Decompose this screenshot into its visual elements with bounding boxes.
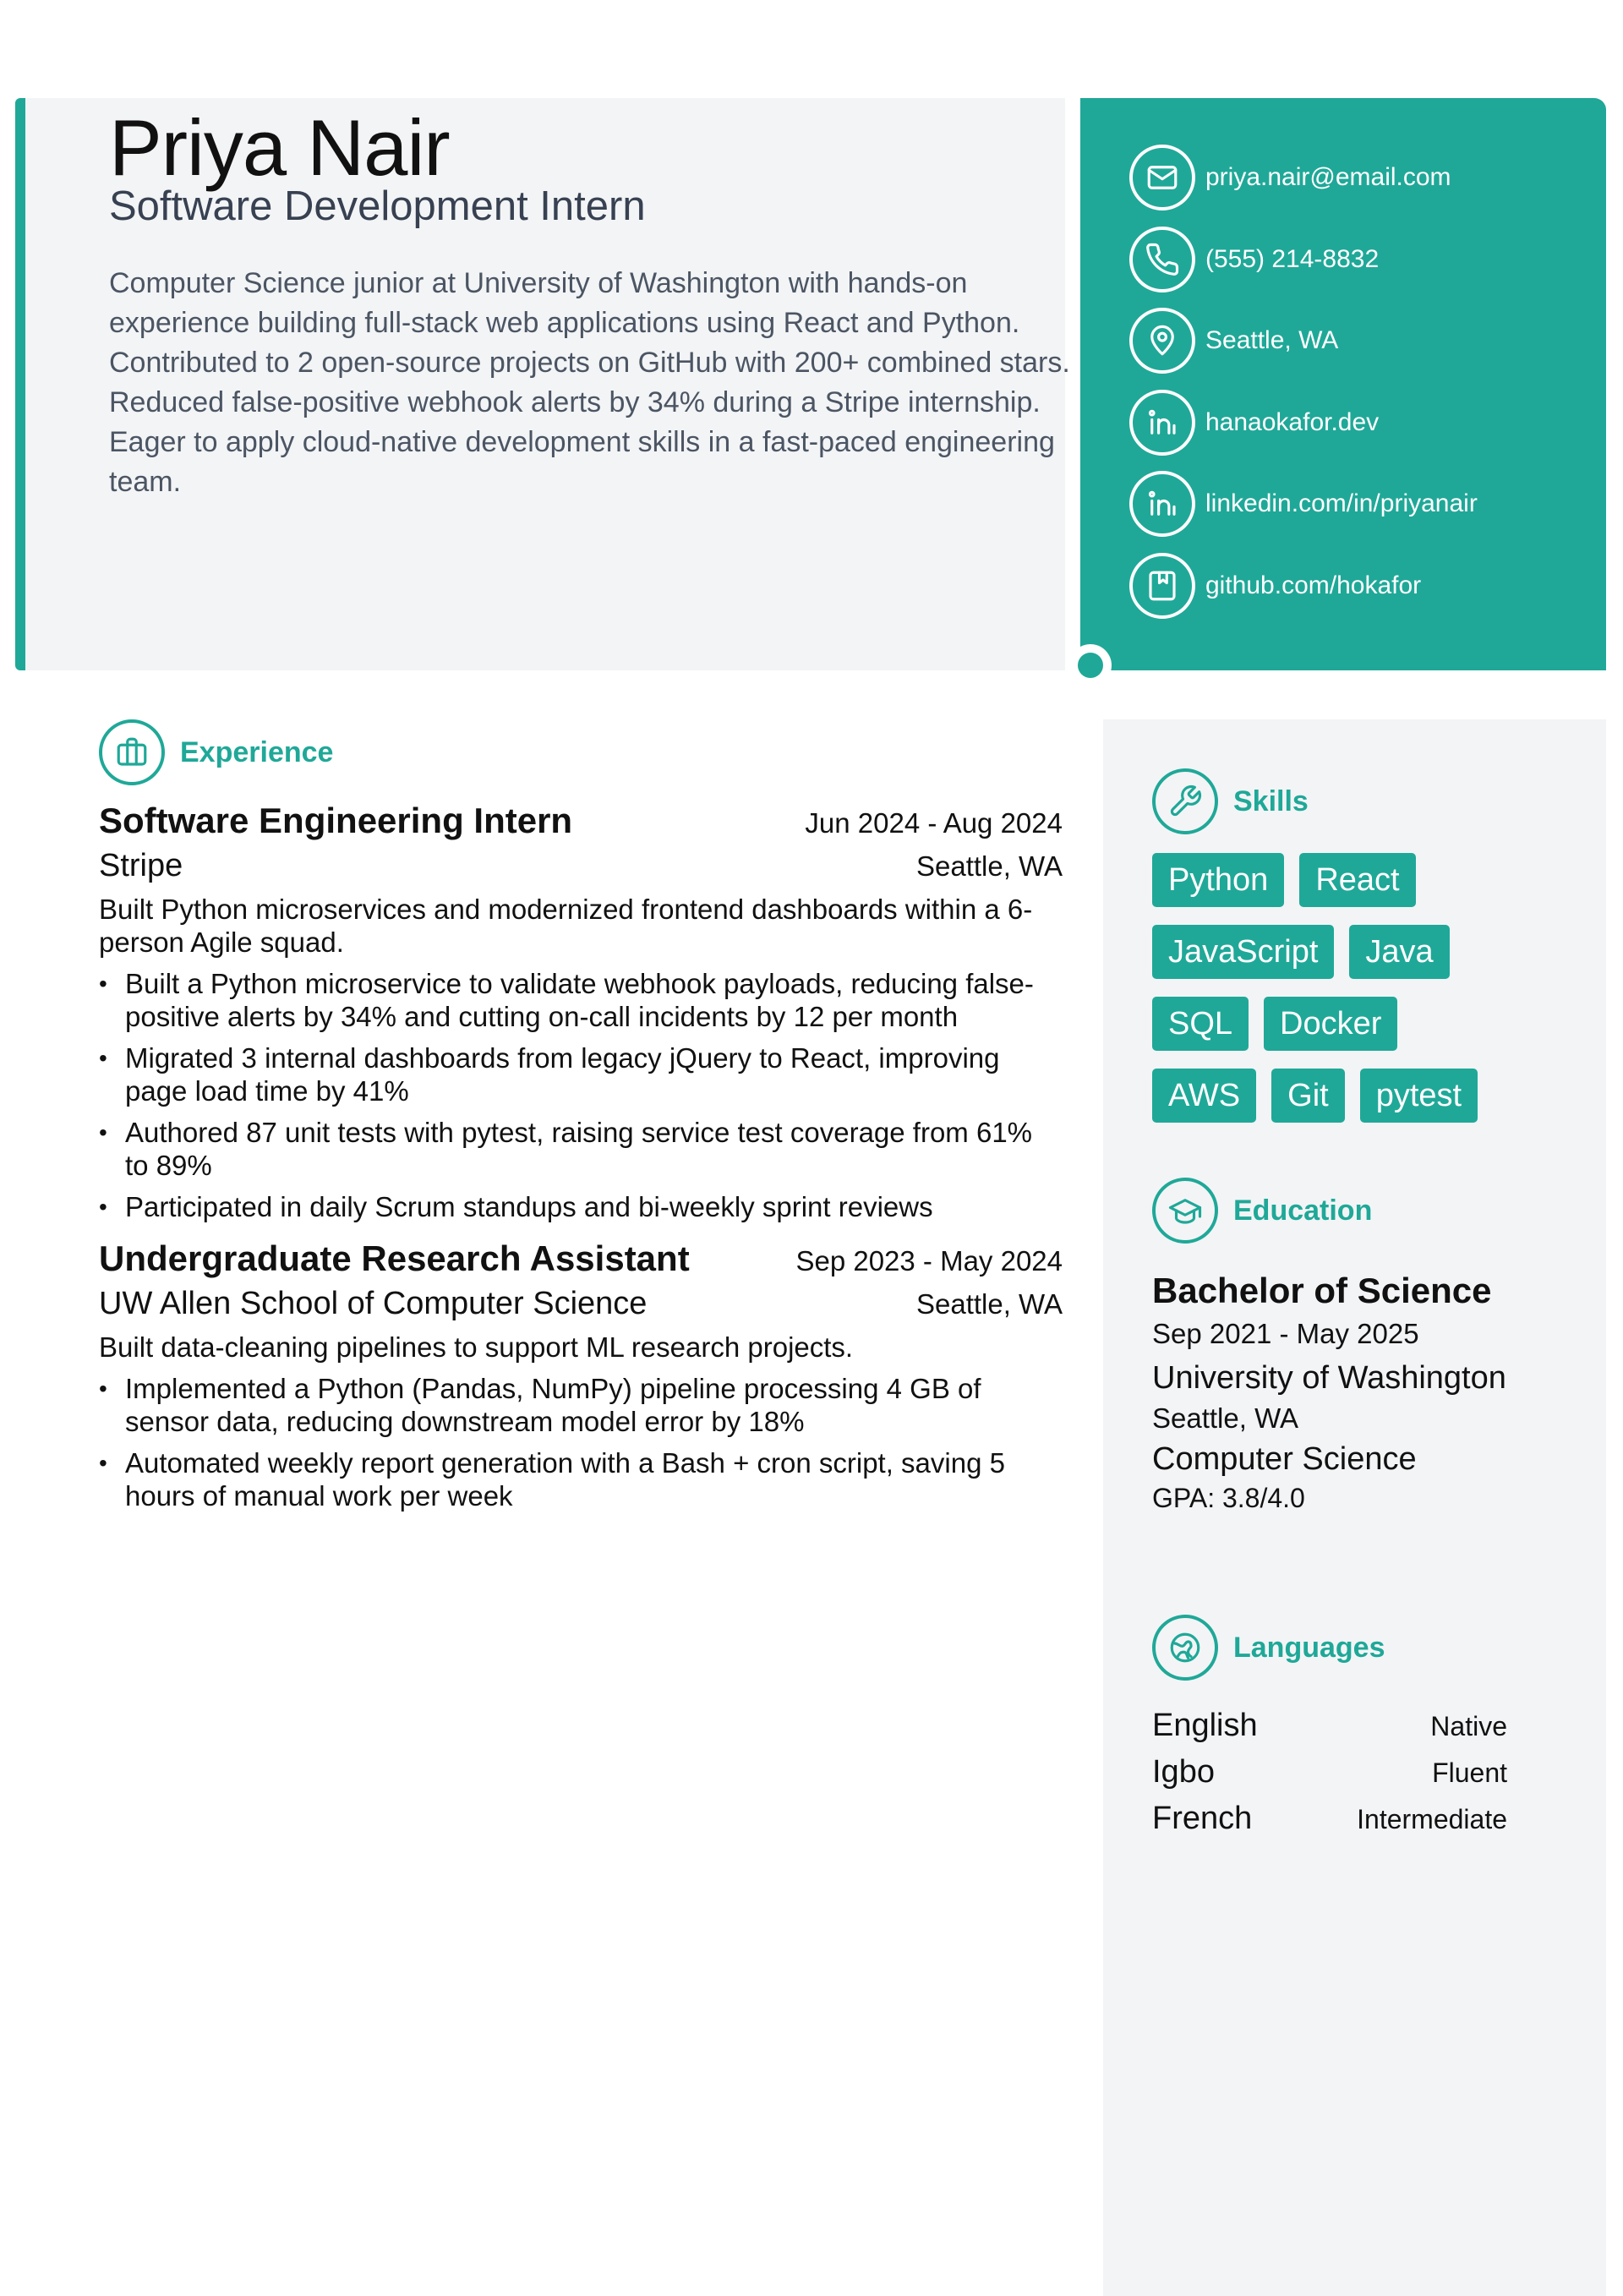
contact-linkedin[interactable]: [1129, 471, 1478, 537]
location-pin-icon: [1129, 308, 1195, 374]
skills-title: Skills: [1233, 784, 1309, 817]
globe-icon: [1152, 1615, 1218, 1681]
language-level: Intermediate: [1357, 1804, 1507, 1834]
contact-email[interactable]: [1129, 145, 1478, 210]
job-dates: Sep 2023 - May 2024: [795, 1245, 1063, 1276]
decorative-dot: [1078, 653, 1103, 678]
language-list: [1152, 1708, 1507, 1847]
edu-field: Computer Science: [1152, 1441, 1417, 1477]
contact-website-text: hanaokafor.dev: [1205, 407, 1380, 436]
edu-school: University of Washington: [1152, 1360, 1506, 1396]
education-header: [1152, 1178, 1507, 1244]
bullet-item: • Implemented a Python (Pandas, NumPy) pipeline processing 4 GB of sensor data, reducing downstream model error by 18%: [99, 1372, 1063, 1438]
candidate-name: Priya Nair: [109, 103, 450, 192]
contact-website[interactable]: [1129, 390, 1478, 456]
skill-chip: AWS: [1152, 1069, 1256, 1123]
languages-header: [1152, 1615, 1507, 1681]
job-location: Seattle, WA: [915, 850, 1063, 882]
job-entry: [99, 801, 1063, 1223]
languages-section: [1152, 1615, 1507, 1847]
job-description: Built data-cleaning pipelines to support ML research projects.: [99, 1331, 854, 1363]
edu-gpa: GPA: 3.8/4.0: [1152, 1483, 1305, 1513]
language-level: Native: [1430, 1711, 1507, 1741]
skills-header: [1152, 768, 1524, 834]
language-name: Igbo: [1152, 1754, 1215, 1790]
candidate-role: Software Development Intern: [109, 183, 646, 229]
skill-chip: Git: [1271, 1069, 1345, 1123]
skill-chip: React: [1299, 853, 1415, 907]
header-panel: [15, 98, 1070, 670]
skill-chip: Docker: [1264, 997, 1397, 1051]
experience-section: [99, 719, 1063, 1521]
edu-location: Seattle, WA: [1152, 1402, 1299, 1434]
profile-summary: Computer Science junior at University of Washington with hands-on experience building full-stack web applications using React and Python. Contributed to 2 open-source projects on GitHub with 200+ combined stars. Reduced false-positive webhook alerts by 34% during a Stripe internship. Eager to apply cloud-native development skills in a fast-paced engineering team.: [109, 267, 1070, 498]
language-row: [1152, 1801, 1507, 1847]
education-section: [1152, 1178, 1507, 1514]
contact-email-text: priya.nair@email.com: [1205, 163, 1451, 191]
contact-location-text: Seattle, WA: [1205, 326, 1339, 355]
wrench-icon: [1152, 768, 1218, 834]
language-name: English: [1152, 1708, 1258, 1743]
sidebar: [1103, 719, 1606, 2296]
contact-linkedin-text: linkedin.com/in/priyanair: [1205, 489, 1478, 518]
edu-dates: Sep 2021 - May 2025: [1152, 1318, 1419, 1349]
job-title: Undergraduate Research Assistant: [99, 1238, 690, 1278]
experience-title: Experience: [180, 735, 334, 768]
skills-section: [1152, 768, 1524, 1140]
language-name: French: [1152, 1801, 1253, 1836]
briefcase-icon: [99, 719, 165, 785]
skill-chip: SQL: [1152, 997, 1249, 1051]
mail-icon: [1129, 145, 1195, 210]
linkedin-icon: [1129, 471, 1195, 537]
skill-chip: JavaScript: [1152, 925, 1334, 979]
experience-header: [99, 719, 1063, 785]
language-row: [1152, 1708, 1507, 1754]
languages-title: Languages: [1233, 1631, 1385, 1664]
job-bullets: [99, 1372, 1063, 1512]
job-dates: Jun 2024 - Aug 2024: [805, 807, 1063, 839]
contact-github[interactable]: [1129, 553, 1478, 619]
job-title: Software Engineering Intern: [99, 801, 573, 840]
job-company: Stripe: [99, 848, 183, 883]
skill-chips: [1152, 853, 1524, 1140]
linkedin-icon: [1129, 390, 1195, 456]
job-bullets: [99, 967, 1063, 1223]
contact-panel: [1080, 98, 1606, 670]
bullet-item: • Participated in daily Scrum standups and bi-weekly sprint reviews: [99, 1190, 1063, 1223]
contact-list: [1129, 145, 1478, 635]
contact-github-text: github.com/hokafor: [1205, 571, 1422, 599]
contact-phone-text: (555) 214-8832: [1205, 244, 1380, 273]
language-level: Fluent: [1432, 1758, 1507, 1788]
contact-phone[interactable]: [1129, 227, 1478, 292]
education-title: Education: [1233, 1194, 1373, 1227]
graduation-cap-icon: [1152, 1178, 1218, 1244]
phone-icon: [1129, 227, 1195, 292]
job-description: Built Python microservices and modernized frontend dashboards within a 6-person Agile squad.: [99, 894, 1033, 958]
job-entry: [99, 1238, 1063, 1512]
skill-chip: Python: [1152, 853, 1284, 907]
bullet-item: • Automated weekly report generation with a Bash + cron script, saving 5 hours of manual work per week: [99, 1446, 1063, 1512]
job-company: UW Allen School of Computer Science: [99, 1286, 648, 1321]
bullet-item: • Built a Python microservice to validate webhook payloads, reducing false-positive alerts by 34% and cutting on-call incidents by 12 per month: [99, 967, 1063, 1033]
bookmark-icon: [1129, 553, 1195, 619]
bullet-item: • Migrated 3 internal dashboards from legacy jQuery to React, improving page load time by 41%: [99, 1041, 1063, 1107]
job-location: Seattle, WA: [915, 1288, 1063, 1320]
bullet-item: • Authored 87 unit tests with pytest, raising service test coverage from 61% to 89%: [99, 1116, 1063, 1182]
skill-chip: pytest: [1360, 1069, 1478, 1123]
contact-location: [1129, 308, 1478, 374]
language-row: [1152, 1754, 1507, 1801]
edu-degree: Bachelor of Science: [1152, 1271, 1492, 1310]
skill-chip: Java: [1349, 925, 1449, 979]
